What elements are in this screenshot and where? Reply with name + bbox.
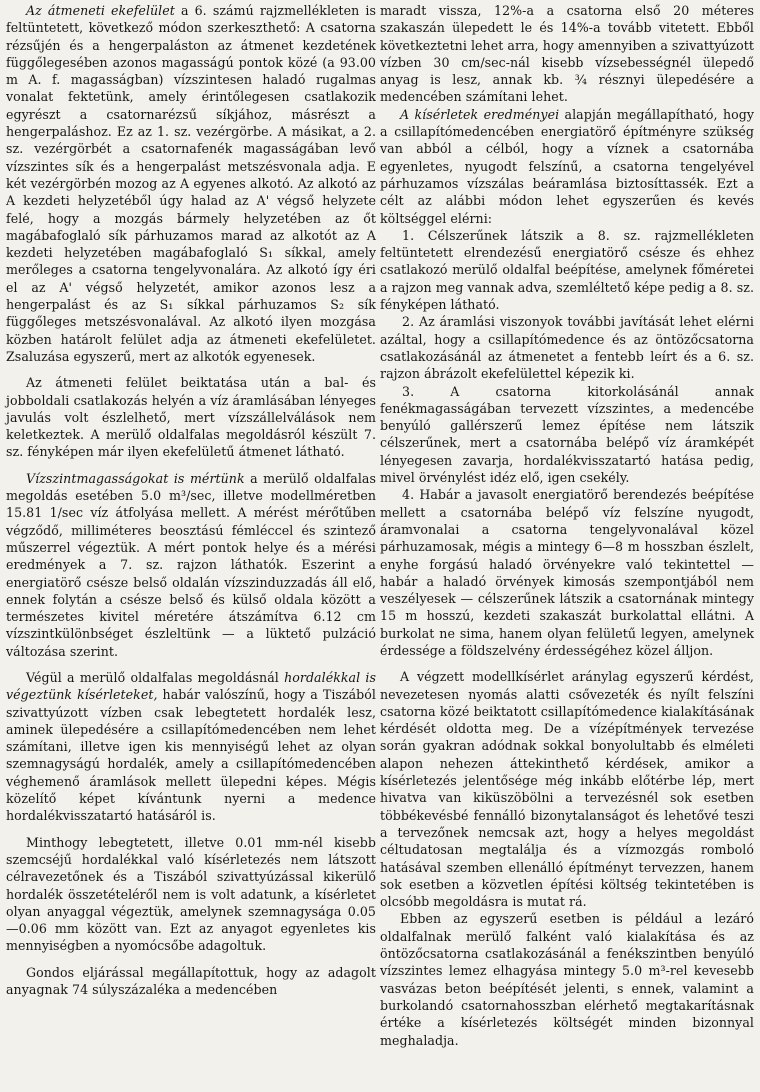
- paragraph-text: 4. Habár a javasolt energiatörő berendezés beépítése mellett a csatornába belépő víz felszíne nyugodt, áramvonalai a csatorna tengelyvonalával közel párhuzamosak, mégis a mintegy 6—8 m hosszban észlelt, enyhe forgású haladó örvényekre való tekintettel — habár a haladó örvények kimosás szempontjából nem veszélyesek — célszerűnek látszik a csatornának mintegy 15 m hosszú, kezdeti szakaszát burkolattal ellátni. A burkolat ne sima, hanem olyan felületű legyen, amelynek érdessége a földszelvény érdességéhez közel álljon.: [380, 487, 754, 658]
- paragraph-sediment-tests: [6, 669, 376, 825]
- paragraph-lead: A kísérletek eredményei: [400, 106, 560, 122]
- paragraph-text: a 6. számú rajzmellékleten is feltüntetett, következő módon szerkeszthető: A csatorna rézsűjén és a hengerpaláston az átmenet kezdetének függőlegesében azonos magasságú pontok közé (a 93.00 m A. f. magasságban) vízszintesen haladó rugalmas vonalat fektetünk, amely érintőlegesen csatlakozik egyrészt a csatornarézsű síkjához, másrészt a hengerpaláshoz. Ez az 1. sz. vezérgörbe. A másikat, a 2. sz. vezérgörbét a csatornafenék magasságában levő vízszintes sík és a hengerpalást metszésvonala adja. E két vezérgörbén mozog az A egyenes alkotó. Az alkotó az A kezdeti helyzetéből úgy halad az A' végső helyzete felé, hogy a mozgás bármely helyzetében az őt magábafoglaló sík párhuzamos marad az alkotót az A kezdeti helyzetében magábafoglaló S₁ síkkal, amely merőleges a csatorna tengelyvonalára. Az alkotó így éri el az A' végső helyzetét, amikor azonos lesz a hengerpalást és az S₁ síkkal párhuzamos S₂ sík függőleges metszésvonalával. Az alkotó ilyen mozgása közben határolt felület adja az átmeneti ekefelületet. Zsaluzása egyszerű, mert az alkotók egyenesek.: [6, 3, 376, 364]
- paragraph-results: [380, 106, 754, 227]
- paragraph-text: habár valószínű, hogy a Tiszából szivattyúzott vízben csak lebegtetett hordalék lesz, aminek ülepedésére a csillapítómedencében nem lehet számítani, illetve igen kis mennyiségű lehet az olyan szemnagyságú hordalék, amely a csillapítómedencében véghemenő áramlások mellett ülepedni képes. Mégis közelítő képet kívántunk nyerni a medence hordalékvisszatartó hatásáról is.: [6, 687, 376, 824]
- paragraph-text: 2. Az áramlási viszonyok további javítását lehet elérni azáltal, hogy a csillapítómedence és az öntözőcsatorna csatlakozásánál az átmenetet a fentebb leírt és a 6. sz. rajzon ábrázolt ekefelülettel képezik ki.: [380, 314, 754, 382]
- paragraph-water-levels: [6, 470, 376, 660]
- paragraph-text: Az átmeneti felület beiktatása után a bal- és jobboldali csatlakozás helyén a víz áramlásában lényeges javulás volt észlelhető, mert vízszállelválások nem keletkeztek. A merülő oldalfalas megoldásról készült 7. sz. fényképen már ilyen ekefelületű átmenet látható.: [6, 375, 376, 460]
- list-item-1: [380, 227, 754, 313]
- paragraph-text: Ebben az egyszerű esetben is például a lezáró oldalfalnak merülő falként való kialakítása és az öntözőcsatorna csatlakozásánál a fenékszintben benyúló vízszintes lemez elhagyása mintegy 5.0 m³-rel kevesebb vasvázas beton beépítését jelenti, s ennek, valamint a burkolandó csatornahosszban elérhető megtakarításnak értéke a kísérletezés költségét minden bizonnyal meghaladja.: [380, 911, 754, 1048]
- list-item-2: [380, 313, 754, 382]
- paragraph-savings: [380, 910, 754, 1048]
- paragraph-text: Gondos eljárással megállapítottuk, hogy az adagolt anyagnak 74 súlyszázaléka a medencében: [6, 964, 376, 998]
- paragraph-text: Minthogy lebegtetett, illetve 0.01 mm-nél kisebb szemcséjű hordalékkal való kísérletezés nem látszott célravezetőnek és a Tiszából szivattyúzással kikerülő hordalék összetételéről nem is volt adatunk, a kísérletet olyan anyaggal végeztük, amelynek szemnagysága 0.05—0.06 mm között van. Ezt az anyagot egyenletes kis mennyiségben a nyomócsőbe adagoltuk.: [6, 834, 376, 954]
- paragraph-lead-plain: Végül a merülő oldalfalas megoldásnál: [26, 669, 285, 685]
- list-item-4: [380, 486, 754, 659]
- paragraph-retention: [6, 964, 376, 999]
- paragraph-lead: Az átmeneti ekefelület: [26, 3, 175, 18]
- paragraph-text: a merülő oldalfalas megoldás esetében 5.0 m³/sec, illetve modellméretben 15.81 1/sec víz átfolyása mellett. A mérést mérőtűben végződő, milliméteres beosztású fémléccel és szintező műszerrel végeztük. A mért pontok helye és a mérési eredmények a 7. sz. rajzon láthatók. Eszerint a energiatörő csésze belső oldalán vízszinduzzadás áll elő, ennek folytán a csésze belső és külső oldala között a természetes kivitel méretére átszámítva 6.12 cm vízszintkülönbséget észleltünk — a lüktető pulzáció változása szerint.: [6, 470, 376, 659]
- paragraph-flow-improvement: [6, 374, 376, 460]
- paragraph-text: 1. Célszerűnek látszik a 8. sz. rajzmellékleten feltüntetett elrendezésű energiatörő csésze és ehhez csatlakozó merülő oldalfal beépítése, amelynek főméretei a rajzon meg vannak adva, szemléltető képe pedig a 8. sz. fényképen látható.: [380, 227, 754, 313]
- paragraph-text: alapján megállapítható, hogy a csillapítómedencében energiatörő építményre szükség van abból a célból, hogy a víznek a csatornába egyenletes, nyugodt felszínű, a csatorna tengelyével párhuzamos vízszálas beáramlása biztosíttassék. Ezt a célt az alábbi módon lehet egyszerűen és kevés költséggel elérni:: [380, 106, 755, 226]
- paragraph-lead: hordalékkal is végeztünk kísérleteket,: [6, 669, 376, 703]
- paragraph-lead: Vízszintmagasságokat is mértünk: [26, 470, 245, 486]
- left-column: [6, 2, 376, 1092]
- right-column: [380, 2, 754, 1092]
- paragraph-continuation: [380, 2, 754, 106]
- paragraph-transition-surface: [6, 2, 376, 365]
- list-item-3: [380, 383, 754, 487]
- paragraph-text: 3. A csatorna kitorkolásánál annak fenékmagasságában tervezett vízszintes, a medencébe benyúló gallérszerű lemez építése nem látszik célszerűnek, mert a csatornába belépő víz áramképét lényegesen zavarja, hordalékvisszatartó hatása pedig, mivel örvénylést idéz elő, igen csekély.: [380, 383, 754, 486]
- paragraph-grain-size: [6, 834, 376, 955]
- paragraph-text: maradt vissza, 12%-a a csatorna első 20 méteres szakaszán ülepedett le és 14%-a tovább vitetett. Ebből következtetni lehet arra, hogy amennyiben a szivattyúzott vízben 30 cm/sec-nál kisebb vízsebességnél ülepedő anyag is lesz, annak kb. ¾ résznyi ülepedésére a medencében számítani lehet.: [380, 3, 755, 105]
- paragraph-text: A végzett modellkísérlet aránylag egyszerű kérdést, nevezetesen nyomás alatti csővezeték és nyílt felszíni csatorna közé beiktatott csillapítómedence kialakításának kérdését oldotta meg. De a vízépítmények tervezése során gyakran adódnak sokkal bonyolultabb és elméleti alapon nehezen áttekinthető kérdések, amikor a kísérletezés jelentősége még inkább előtérbe lép, mert hivatva van kiküszöbölni a tervezésnél sok esetben többékevésbé fennálló bizonytalanságot és lehetővé teszi a tervezőnek nemcsak azt, hogy a helyes megoldást céltudatosan megtalálja és a vízmozgás romboló hatásával szemben ellenálló építményt tervezzen, hanem sok esetben a közvetlen építési költség tekintetében is olcsóbb megoldásra is mutat rá.: [380, 669, 754, 910]
- paragraph-model-experiment: [380, 668, 754, 910]
